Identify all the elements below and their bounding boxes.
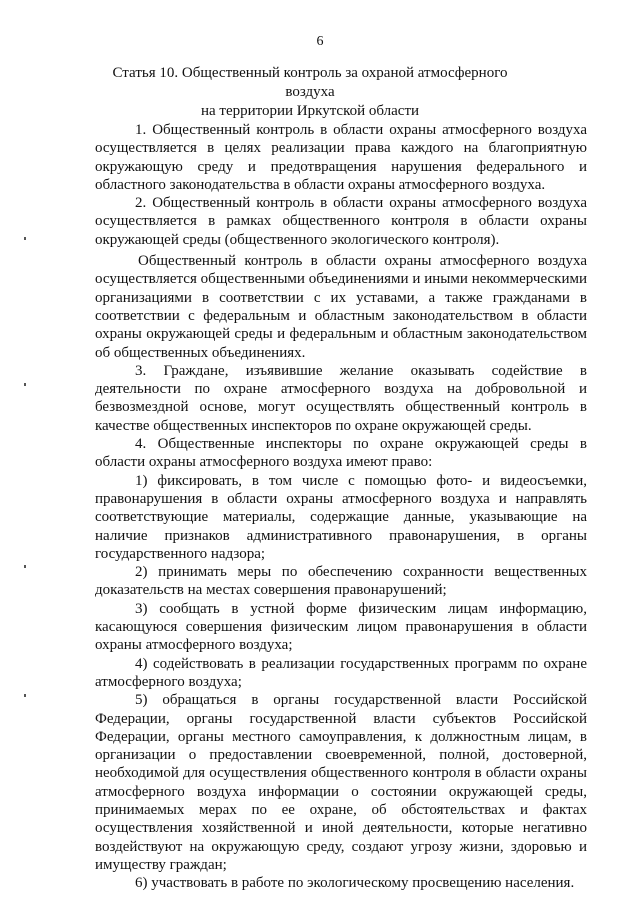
article-heading-line-2: на территории Иркутской области (200, 103, 420, 119)
list-item-5: 5) обращаться в органы государственной власти Российской Федерации, органы государственной власти субъектов Российской Федерации, органы местного самоуправления, к должностным лицам, в организации о предоставлении своевременной, полной, достоверной, необходимой для осуществления общественного контроля в области охраны атмосферного воздуха информации о состоянии окружающей среды, принимаемых мерах по ее охране, об обстоятельствах и фактах осуществления хозяйственной и иной деятельности, которые негативно воздействуют на окружающую среду, создают угрозу жизни, здоровью и имуществу граждан; (95, 692, 587, 873)
paragraph-2: 2. Общественный контроль в области охраны атмосферного воздуха осуществляется в рамках общественного контроля в области охраны окружающей среды (общественного экологического контроля). (95, 195, 587, 248)
article-body (95, 121, 587, 892)
paragraph-1: 1. Общественный контроль в области охраны атмосферного воздуха осуществляется в целях реализации права каждого на благоприятную окружающую среду и предотвращения нарушения федерального и областного законодательства в области охраны атмосферного воздуха. (95, 122, 587, 193)
scan-margin-mark (24, 565, 26, 568)
page-number: 6 (316, 34, 324, 49)
scan-margin-mark (24, 694, 26, 697)
paragraph-3: Общественный контроль в области охраны атмосферного воздуха осуществляется общественными объединениями и иными некоммерческими организациями в соответствии с их уставами, а также гражданами в соответствии с федеральным и областным законодательством в области охраны окружающей среды и федеральным и областным законодательством об общественных объединениях. (95, 253, 587, 361)
paragraph-5: 4. Общественные инспекторы по охране окружающей среды в области охраны атмосферного воздуха имеют право: (95, 436, 587, 471)
article-heading (100, 64, 520, 121)
paragraph-4: 3. Граждане, изъявившие желание оказывать содействие в деятельности по охране атмосферного воздуха на добровольной и безвозмездной основе, могут осуществлять общественный контроль в качестве общественных инспекторов по охране окружающей среды. (95, 362, 587, 434)
scan-margin-mark (24, 383, 26, 386)
article-heading-line-1: Статья 10. Общественный контроль за охраной атмосферного воздуха (112, 65, 508, 100)
list-item-1: 1) фиксировать, в том числе с помощью фото- и видеосъемки, правонарушения в области охраны атмосферного воздуха и направлять соответствующие материалы, содержащие данные, указывающие на наличие признаков административного правонарушения, в органы государственного надзора; (95, 472, 587, 562)
list-item-4: 4) содействовать в реализации государственных программ по охране атмосферного воздуха; (95, 655, 587, 690)
list-item-6: 6) участвовать в работе по экологическому просвещению населения. (135, 875, 575, 892)
list-item-2: 2) принимать меры по обеспечению сохранности вещественных доказательств на местах совершения правонарушений; (95, 564, 587, 599)
list-item-3: 3) сообщать в устной форме физическим лицам информацию, касающуюся совершения физическим лицом правонарушения в области охраны атмосферного воздуха; (95, 600, 587, 654)
scan-margin-mark (24, 237, 26, 240)
